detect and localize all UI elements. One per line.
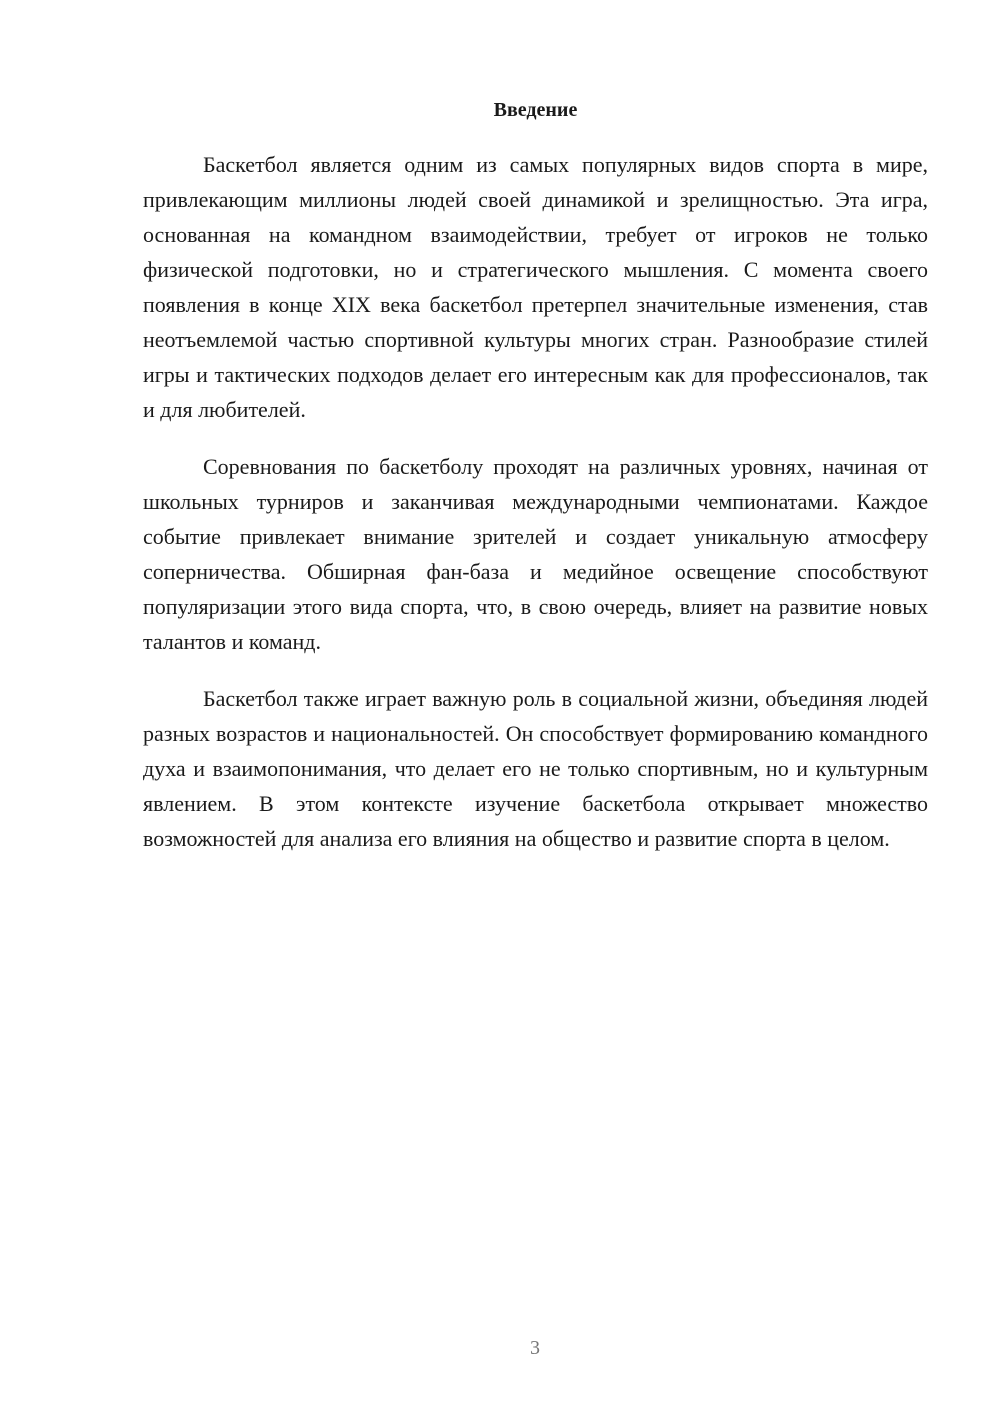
paragraph-3: Баскетбол также играет важную роль в социальной жизни, объединяя людей разных возрастов и национальностей. Он способствует формированию командного духа и взаимопонимания, что делает его не только спортивным, но и культурным явлением. В этом контексте изучение баскетбола открывает множество возможностей для анализа его влияния на общество и развитие спорта в целом. [143, 686, 928, 851]
page-content [143, 95, 928, 878]
section-heading: Введение [493, 99, 578, 121]
page-number: 3 [530, 1337, 540, 1359]
paragraph-1: Баскетбол является одним из самых популярных видов спорта в мире, привлекающим миллионы людей своей динамикой и зрелищностью. Эта игра, основанная на командном взаимодействии, требует от игроков не только физической подготовки, но и стратегического мышления. С момента своего появления в конце XIX века баскетбол претерпел значительные изменения, став неотъемлемой частью спортивной культуры многих стран. Разнообразие стилей игры и тактических подходов делает его интересным как для профессионалов, так и для любителей. [143, 152, 928, 422]
paragraph-2: Соревнования по баскетболу проходят на различных уровнях, начиная от школьных турниров и заканчивая международными чемпионатами. Каждое событие привлекает внимание зрителей и создает уникальную атмосферу соперничества. Обширная фан-база и медийное освещение способствуют популяризации этого вида спорта, что, в свою очередь, влияет на развитие новых талантов и команд. [143, 454, 928, 654]
